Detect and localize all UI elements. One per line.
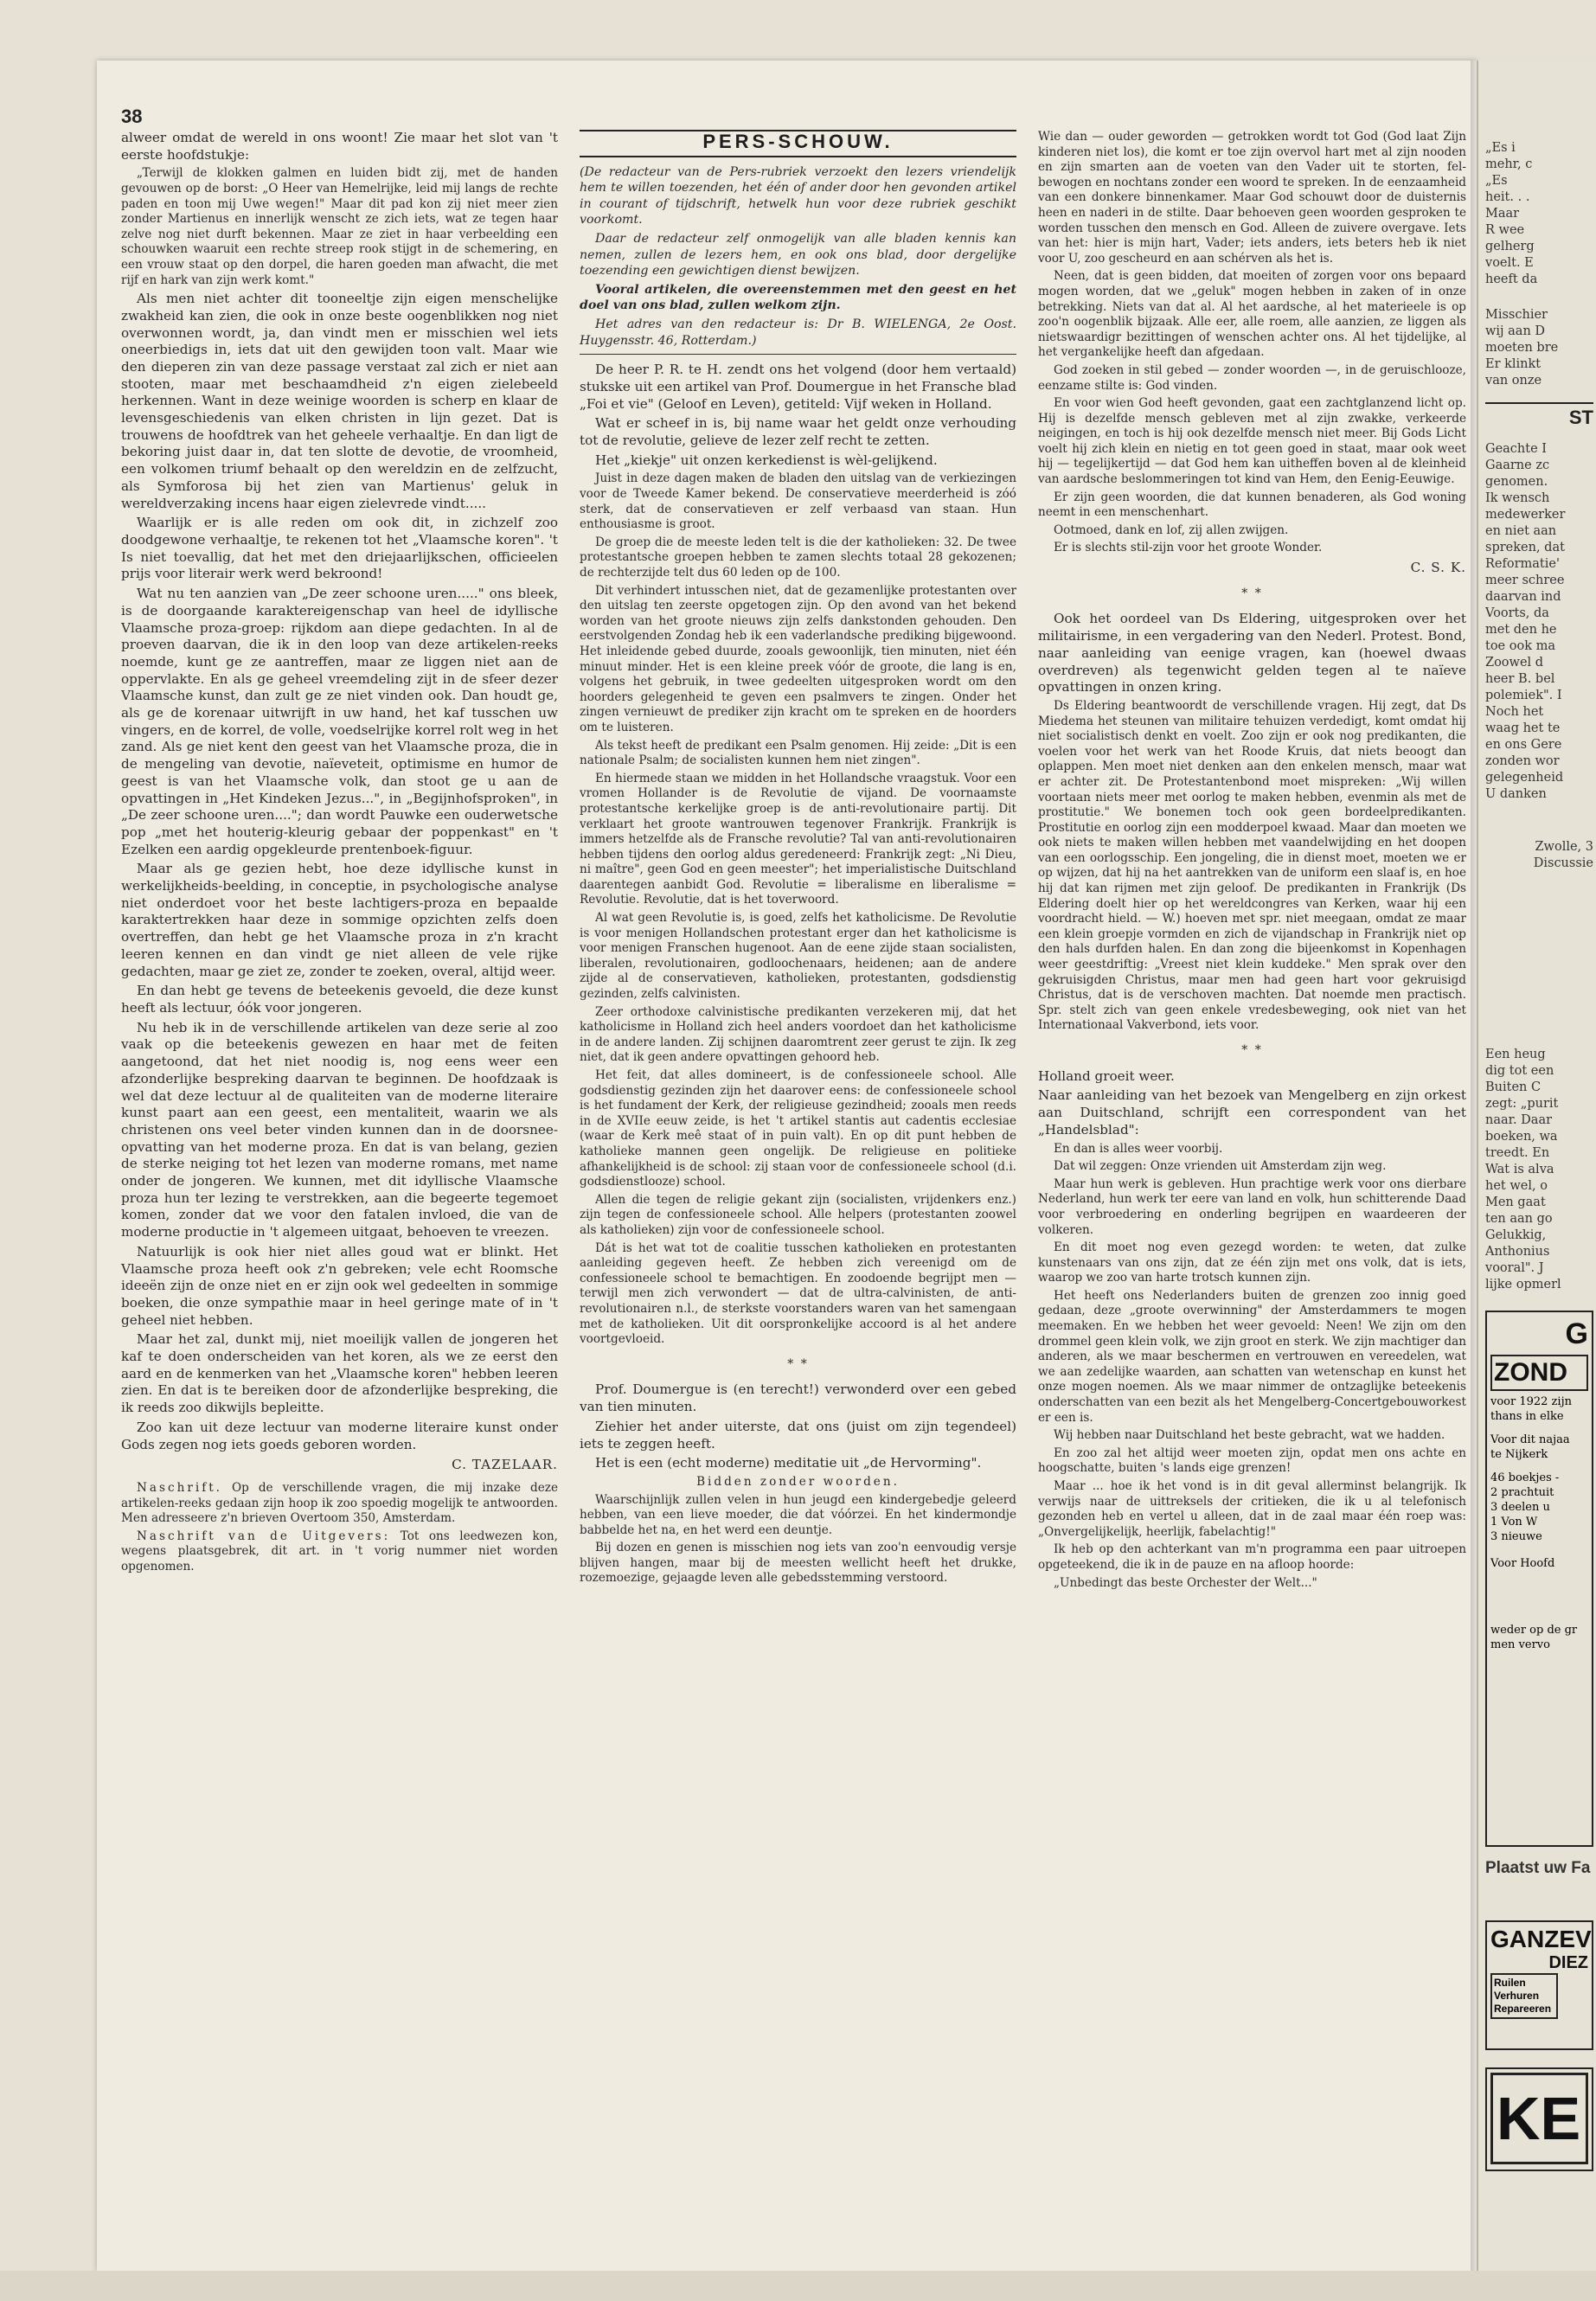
section-separator: * *: [787, 1356, 809, 1371]
quote-paragraph: En zoo zal het altijd weer moeten zijn, opdat men ons achte en hoogschatte, buiten 's lands eige grenzen!: [1038, 1445, 1466, 1476]
ad-line: 3 nieuwe: [1490, 1530, 1542, 1543]
quote-paragraph: En dit moet nog even gezegd worden: te weten, dat zulke kunstenaars van ons zijn, dat ze één zijn met ons volk, dat is iets, waarop we zoo van harte trotsch kunnen zijn.: [1038, 1240, 1466, 1285]
ad-line: voor 1922 zijn: [1490, 1395, 1572, 1408]
quote-paragraph: „Terwijl de klokken galmen en luiden bidt zij, met de handen gevouwen op de borst: „O Heer van Hemelrijke, leid mij langs de rechte paden en toon mij Uwe wegen!" Maar dit pad kon zij niet meer zien zonder Martienus en innerlijk wenscht ze zich iets, wat ze tegen haar zelve nog niet durft bekennen. Maar ze ziet in haar verbeelding een schouwken waaruit een rechte streep rook stijgt in de schemering, en een vrouw staat op den dorpel, die haren goeden man afwacht, die met rijf en hark van zijn werk komt.": [121, 166, 558, 287]
fragment-line: R wee: [1485, 223, 1525, 237]
publisher-note-label: Naschrift van de Uitgevers:: [137, 1529, 391, 1543]
section-title: PERS-SCHOUW.: [702, 131, 894, 152]
fragment-line: Wat is alva: [1485, 1163, 1554, 1176]
column-left: [121, 130, 558, 1578]
fragment-line: Voorts, da: [1485, 606, 1549, 620]
quote-paragraph: Het heeft ons Nederlanders buiten de grenzen zoo innig goed gedaan, deze „groote overwinning" der Amsterdammers te mogen meemaken. En we hebben het weer gevoeld: Neen! We zijn om den drommel geen klein volk, we zijn groot en sterk. We zijn machtiger dan anderen, als we maar beschermen en vertrouwen en vereedelen, wat we aan zedelijke waarden, aan schatten van wetenschap en kunst het onze mogen noemen. Als we maar nimmer de ontzaglijke beteekenis onderschatten van een bezit als het Mengelberg-Concertgebouworkest er een is.: [1038, 1288, 1466, 1425]
fragment-line: gelegenheid: [1485, 771, 1564, 785]
column-middle: [580, 130, 1016, 1589]
quote-paragraph: Neen, dat is geen bidden, dat moeiten of zorgen voor ons bepaard mogen worden, dat we „geluk" mogen hebben in zaken of in onze betrekking. Niets van dat al. Al het aardsche, al het materieele is op zoo'n oogenblik bijzaak. Alle eer, alle roem, alle aanzien, ze liggen als nietswaardigr bezittingen of wenschen achter ons. Al het tijdelijke, al het vergankelijke heeft dan afgedaan.: [1038, 269, 1466, 360]
paragraph: Prof. Doumergue is (en terecht!) verwonderd over een gebed van tien minuten.: [580, 1381, 1016, 1415]
fragment-line: polemiek". I: [1485, 689, 1562, 702]
quote-paragraph: Bij dozen en genen is misschien nog iets van zoo'n eenvoudig versje blijven hangen, maar bij de meesten wellicht heeft het drukke, rozemoezige, gejaagde leven alle gebedsstemming verstoord.: [580, 1541, 1016, 1586]
ad-subtitle: DIEZ: [1548, 1953, 1588, 1972]
fragment-line: Zwolle, 3: [1535, 840, 1593, 854]
fragment-line: waag het te: [1485, 721, 1561, 735]
paragraph: De heer P. R. te H. zendt ons het volgend (door hem vertaald) stukske uit een artikel van Prof. Doumergue in het Fransche blad „Foi et vie" (Geloof en Leven), getiteld: Vijf weken in Holland.: [580, 362, 1016, 412]
fragment-line: van onze: [1485, 374, 1542, 388]
quote-paragraph: Ootmoed, dank en lof, zij allen zwijgen.: [1054, 522, 1289, 537]
editor-note: Daar de redacteur zelf onmogelijk van alle bladen kennis kan nemen, zullen de lezers hem, en ook ons blad, door dergelijke toezending een gewichtigen dienst bewijzen.: [580, 232, 1016, 279]
postscript-text: Op de verschillende vragen, die mij inzake deze artikelen-reeks gedaan zijn hoop ik zoo spoedig mogelijk te antwoorden. Men adresseere z'n brieven Overtoom 350, Amsterdam.: [121, 1480, 558, 1526]
quote-paragraph: Wie dan — ouder geworden — getrokken wordt tot God (God laat Zijn kinderen niet los), die komt er toe zijn overvol hart met al zijn nooden en zijn smarten aan de voeten van den Vader uit te storten, fel-bewogen en nochtans zonder een woord te spreken. In de eenzaamheid van een donkere binnenkamer. Maar God schouwt door de duisternis heen en naderi in de stilte. Daar behoeven geen woorden gesproken te worden tusschen den mensch en God. Alleen de zuivere overgave. Iets van het: hier is mijn hart, Vader; iets anders, iets beters heb ik niet voor U, zoo gescheurd en aan schérven als het is.: [1038, 130, 1466, 266]
adjacent-page-edge: [1477, 61, 1596, 2271]
fragment-line: treedt. En: [1485, 1146, 1550, 1160]
quote-paragraph: Maar ... hoe ik het vond is in dit geval allerminst belangrijk. Ik verwijs naar de uittreksels der critieken, die ik u al telefonisch gezonden heb en vertel u alleen, dat in de zaal maar één roep was: „Onvergelijkelijk, heerlijk, fabelachtig!": [1038, 1479, 1466, 1539]
ad-line: 2 prachtuit: [1490, 1486, 1554, 1499]
fragment-line: lijke opmerl: [1485, 1278, 1561, 1292]
quote-paragraph: En dan is alles weer voorbij.: [1054, 1141, 1223, 1156]
fragment-line: genomen.: [1485, 475, 1548, 489]
section-header: [580, 130, 1016, 157]
ad-title: GANZEV: [1490, 1926, 1592, 1952]
quote-paragraph: Er is slechts stil-zijn voor het groote Wonder.: [1054, 541, 1323, 555]
fragment-line: het wel, o: [1485, 1179, 1548, 1193]
paragraph: Waarlijk er is alle reden om ook dit, in zichzelf zoo doodgewone verhaaltje, te rekenen tot het „Vlaamsche koren". 't Is niet toevallig, dat het met den driejaarlijkschen, officieelen prijs voor literair werk werd bekroond!: [121, 515, 558, 582]
page-bottom-edge: [0, 2271, 1596, 2301]
fragment-line: zegt: „purit: [1485, 1097, 1559, 1111]
ad-line: weder op de gr: [1490, 1624, 1578, 1637]
fragment-line: mehr, c: [1485, 157, 1533, 171]
fragment-line: wij aan D: [1485, 324, 1546, 338]
fragment-line: ten aan go: [1485, 1212, 1553, 1226]
ad-line: te Nijkerk: [1490, 1448, 1548, 1461]
quote-paragraph: Er zijn geen woorden, die dat kunnen benaderen, als God woning neemt in een menschenhart.: [1038, 490, 1466, 520]
editor-address: Het adres van den redacteur is: Dr B. WIELENGA, 2e Oost. Huygensstr. 46, Rotterdam.): [580, 317, 1016, 348]
fragment-line: spreken, dat: [1485, 541, 1565, 554]
fragment-line: Geachte I: [1485, 442, 1548, 456]
fragment-line: Men gaat: [1485, 1195, 1546, 1209]
quote-paragraph: De groep die de meeste leden telt is die der katholieken: 32. De twee protestantsche groepen hebben te zamen slechts totaal 28 gekozenen; de rechterzijde telt dus 60 leden op de 100.: [580, 535, 1016, 580]
fragment-line: daarvan ind: [1485, 590, 1561, 604]
advertisement: [1485, 2067, 1593, 2171]
fragment-line: U danken: [1485, 787, 1547, 801]
fragment-line: „Es: [1485, 174, 1508, 188]
fragment-line: Buiten C: [1485, 1080, 1542, 1094]
ad-line: Repareeren: [1494, 2003, 1552, 2015]
fragment-line: heit. . .: [1485, 190, 1530, 204]
editor-note: (De redacteur van de Pers-rubriek verzoekt den lezers vriendelijk hem te willen toezenden, het één of ander door hen gevonden artikel in courant of tijdschrift, hetwelk hun voor deze rubriek geschikt voorkomt.: [580, 164, 1016, 228]
editor-note-bold: Vooral artikelen, die overeenstemmen met den geest en het doel van ons blad, zullen welkom zijn.: [580, 282, 1016, 313]
ad-line: 3 deelen u: [1490, 1501, 1550, 1514]
fragment-line: naar. Daar: [1485, 1113, 1553, 1127]
fragment-line: moeten bre: [1485, 341, 1559, 355]
quote-signature: C. S. K.: [1410, 560, 1466, 576]
quote-paragraph: Het feit, dat alles domineert, is de confessioneele school. Alle godsdienstig gezinden zijn het daarover eens: de confessioneele school is het fundament der Kerk, der religieuse gezindheid; zooals men reeds in de XVIIe eeuw zeide, is het 't artikel stantis aut cadentis ecclesiae (waar de Kerk meê staat of in puin valt). En op dit punt hebben de katholieke mannen geen ongelijk. De religieuse en politieke afhankelijkheid is de school: zij staan voor de confessioneele school (d.i. godsdienstlooze) school.: [580, 1068, 1016, 1189]
section-separator: * *: [1241, 1043, 1263, 1058]
fragment-line: „Es i: [1485, 141, 1516, 155]
advertisement: [1485, 1920, 1593, 2050]
ad-title: ZOND: [1490, 1355, 1588, 1391]
quote-paragraph: En voor wien God heeft gevonden, gaat een zachtglanzend licht op. Hij is dezelfde mensch gebleven met al zijn zwakke, verkeerde neigingen, en toch is hij ook dezelfde mensch niet meer. Bij Gods Licht voelt hij zich klein en nietig en tot geen goed in staat, maar ook weet hij — tegelijkertijd — dat God hem kan uitheffen boven al de kleinheid van aardsche beslommeringen tot kind van Hem, den Eenig-Eeuwige.: [1038, 396, 1466, 487]
paragraph: Nu heb ik in de verschillende artikelen van deze serie al zoo vaak op die beteekenis gewezen en haar met de feiten aangetoond, dat het niet noodig is, nog eens weer een afzonderlijke bespreking daarvan te beginnen. De hoofdzaak is wel dat deze lectuur al de qualiteiten van de moderne literaire kunst paart aan een geest, een mentaliteit, waarin we als christenen ons veel beter vinden kunnen dan in de doorsnee-opvatting van het moderne proza. En dat is van belang, gezien de sterke neiging tot het lezen van moderne romans, met name onder de jongeren. We kunnen, met dit idyllische Vlaamsche proza hun ter lezing te verstrekken, aan die begeerte tegemoet komen, zonder dat we voor den fatalen invloed, die van de moderne productie in 't algemeen uitgaat, behoeven te vreezen.: [121, 1019, 558, 1240]
paragraph: Als men niet achter dit tooneeltje zijn eigen menschelijke zwakheid kan zien, die ook in onze beste oogenblikken nog niet overwonnen wordt, ja, dan vindt men er misschien wel iets oneerbiedigs in, iets dat uit den gewijden toon valt. Maar wie den dieperen zin van deze passage verstaat zal zich er niet aan stooten, maar met beschaamdheid z'n eigen zielebeeld herkennen. Want in deze weinige woorden is scherp en klaar de levensgeschiedenis van elken christen in lijn gezet. Dat is trouwens de hoofdtrek van het geheele verhaaltje. En dan ligt de bekoring juist daar in, dat ten slotte de devotie, de vroomheid, een volkomen triumf behaalt op den wereldzin en de zelfzucht, als Symforosa bij het zien van Martienus' geluk in wereldverzaking incens haar eigen zielevrede vindt.....: [121, 291, 558, 511]
ad-title: KE: [1490, 2073, 1588, 2164]
quote-paragraph: Zeer orthodoxe calvinistische predikanten verzekeren mij, dat het katholicisme in Holland zich heel anders voordoet dan het katholicisme in de andere landen. Zij schijnen daaromtrent zeer gerust te zijn. Ik zeg niet, dat ik geen andere opvattingen gehoord heb.: [580, 1004, 1016, 1065]
paragraph: Ziehier het ander uiterste, dat ons (juist om zijn tegendeel) iets te zeggen heeft.: [580, 1418, 1016, 1452]
fragment-line: heeft da: [1485, 272, 1538, 286]
author-signature: C. TAZELAAR.: [452, 1457, 558, 1473]
paragraph: Ook het oordeel van Ds Eldering, uitgesproken over het militairisme, in een vergadering van den Nederl. Protest. Bond, naar aanleiding van eenige vragen, kan (hoewel dwaas overdreven) als tegenwicht gelden tegen al te naïeve opvattingen in onzen kring.: [1038, 611, 1466, 695]
publisher-note-text: Tot ons leedwezen kon, wegens plaatsgebrek, dit art. in 't vorig nummer niet worden opgenomen.: [121, 1529, 558, 1574]
divider: [580, 354, 1016, 355]
quote-paragraph: God zoeken in stil gebed — zonder woorden —, in de geruischlooze, eenzame stilte is: God vinden.: [1038, 362, 1466, 393]
quote-paragraph: Juist in deze dagen maken de bladen den uitslag van de verkiezingen voor de Tweede Kamer bekend. De conservatieve meerderheid is zóó sterk, dat de conservatieven er zelf verbaasd van staan. Hun enthousiasme is groot.: [580, 471, 1016, 532]
fragment-line: medewerker: [1485, 508, 1566, 522]
quote-paragraph: Allen die tegen de religie gekant zijn (socialisten, vrijdenkers enz.) zijn tegen de confessioneele school. Alle helpers (protestanten zoowel als katholieken) zijn voor de confessioneele school.: [580, 1192, 1016, 1237]
fragment-line: Maar: [1485, 207, 1520, 221]
ad-line: thans in elke: [1490, 1410, 1564, 1423]
paragraph: Maar als ge gezien hebt, hoe deze idyllische kunst in werkelijkheids-beelding, in conceptie, in psychologische analyse niet onderdoet voor het beste lachtigers-proza en bepaalde karaktertrekken haar deze in sommige opzichten zelfs doen overtreffen, dan hebt ge het Vlaamsche proza in z'n kracht leeren kennen en dan vindt ge niet alleen de vele rijke gedachten, maar ge ziet ze, zonder te zoeken, overal, altijd weer.: [121, 861, 558, 979]
fragment-line: voelt. E: [1485, 256, 1534, 270]
fragment-line: Noch het: [1485, 705, 1544, 719]
ad-line: men vervo: [1490, 1638, 1550, 1651]
subheading: Bidden zonder woorden.: [696, 1474, 900, 1489]
fragment-line: meer schree: [1485, 574, 1565, 587]
ad-slogan: Plaatst uw Fa: [1485, 1860, 1591, 1876]
paragraph: En dan hebt ge tevens de beteekenis gevoeld, die deze kunst heeft als lectuur, óók voor jongeren.: [121, 983, 558, 1016]
fragment-line: zonden wor: [1485, 754, 1560, 768]
fragment-line: vooral". J: [1485, 1261, 1544, 1275]
fragment-line: toe ook ma: [1485, 639, 1555, 653]
quote-paragraph: Waarschijnlijk zullen velen in hun jeugd een kindergebedje geleerd hebben, van een lieve moeder, die dat vóórzei. En het kindermondje babbelde het na, en het werd een deuntje.: [580, 1492, 1016, 1537]
quote-paragraph: Dat wil zeggen: Onze vrienden uit Amsterdam zijn weg.: [1054, 1159, 1387, 1174]
quote-paragraph: Dit verhindert intusschen niet, dat de gezamenlijke protestanten over den uitslag ten zeerste opgetogen zijn. Op den avond van het bekend worden van het groote nieuws zijn zelfs dankstonden gehouden. Den eerstvolgenden Zondag heb ik een vaderlandsche prediking bijgewoond. Het inleidende gebed duurde, zooals gewoonlijk, tien minuten, niet één minuut minder. Het is een kleine preek vóór de groote, die lang is en, volgens het gebruik, in twee gedeelten uitgesproken wordt om den hoorders gelegenheid te geven een psalmvers te zingen. Onder het zingen vernieuwt de prediker zijn kracht om te spreken en de hoorders om te luisteren.: [580, 583, 1016, 734]
fragment-line: Misschier: [1485, 308, 1548, 322]
quote-paragraph: Als tekst heeft de predikant een Psalm genomen. Hij zeide: „Dit is een nationale Psalm; de socialisten kunnen hem niet zingen".: [580, 738, 1016, 768]
paragraph: Naar aanleiding van het bezoek van Mengelberg en zijn orkest aan Duitschland, schrijft een correspondent van het „Handelsblad":: [1038, 1087, 1466, 1138]
advertisement: [1485, 1311, 1593, 1847]
fragment-line: Reformatie': [1485, 557, 1560, 571]
ad-heading: G: [1565, 1317, 1588, 1350]
column-right: [1038, 130, 1466, 1593]
section-separator: * *: [1241, 586, 1263, 600]
paragraph: Maar het zal, dunkt mij, niet moeilijk vallen de jongeren het kaf te doen onderscheiden van het koren, als we ze eerst den aard en de kenmerken van het „Vlaamsche koren" hebben leeren zien. En dat is te bereiken door de afzonderlijke bespreking, die ik reeds zoo dikwijls bepleitte.: [121, 1331, 558, 1416]
fragment-heading: ST: [1568, 407, 1593, 428]
fragment-line: Anthonius: [1485, 1245, 1550, 1259]
paragraph: Zoo kan uit deze lectuur van moderne literaire kunst onder Gods zegen nog iets goeds geboren worden.: [121, 1419, 558, 1452]
paragraph: alweer omdat de wereld in ons woont! Zie maar het slot van 't eerste hoofdstukje:: [121, 130, 558, 163]
ad-line: Ruilen: [1494, 1977, 1526, 1989]
quote-paragraph: „Unbedingt das beste Orchester der Welt...": [1054, 1575, 1317, 1590]
quote-paragraph: Ik heb op den achterkant van m'n programma een paar uitroepen opgeteekend, die ik in de pauze en na afloop hoorde:: [1038, 1542, 1466, 1572]
fragment-line: heer B. bel: [1485, 672, 1555, 686]
fragment-line: en niet aan: [1485, 524, 1557, 538]
quote-paragraph: En hiermede staan we midden in het Hollandsche vraagstuk. Voor een vromen Hollander is de Revolutie de vijand. De voornaamste protestantsche kerkelijke groep is de anti-revolutionaire partij. Dit verklaart het groote wantrouwen tegenover Frankrijk. Frankrijk is immers hetzelfde als de Fransche revolutie? Tal van anti-revolutionairen hebben tijdens den oorlog aldus geredeneerd: Frankrijk zegt: „Ni Dieu, ni maître", geen God en geen meester"; het imperialistische Duitschland daarentegen aanbidt God. Revolutie = liberalisme en liberalisme = Revolutie. Revolutie, dat is het toverwoord.: [580, 771, 1016, 907]
quote-paragraph: Ds Eldering beantwoordt de verschillende vragen. Hij zegt, dat Ds Miedema het steunen van militaire tehuizen verdedigt, komt omdat hij niet socialistisch denkt en voelt. Zoo zijn er ook nog predikanten, die voelen voor het werk van het Roode Kruis, dat niets beoogt dan oplappen. Men moet niet denken aan den enkelen mensch, maar wat er achter zit. De Protestantenbond moet mispreken: „Wij willen voortaan niets meer met oorlog te maken hebben, evenmin als met de prostitutie." We bonemen toch ook geen bordeelpredikanten. Prostitutie en oorlog zijn een modderpoel kwaad. Maar dan moeten we ook niets te maken willen hebben met vaandelwijding en het doopen van een oorlogsschip. Een jongeling, die in dienst moet, moeten we er op wijzen, dat hij na het aantrekken van de uniform een slaaf is, en hoe hij dat kan rijmen met zijn geloof. De predikanten in Frankrijk (Ds Eldering doelt hier op het wereldcongres van Kerken, waar hij een voordracht hield. — W.) hoeven met spr. niet meegaan, omdat ze maar een klein groepje vormden en zich de vijandschap in Frankrijk niet op den hals durfden halen. En dan zong die bijeenkomst in Kopenhagen weer geestdriftig: „Vreest niet klein kuddeke." Men sprak over den gekruisigden Christus, maar men had geen hart voor gekruisigd Christus, dat is de verschoven machten. Dat noemde men practisch. Spr. stelt zich van geen enkele vredesbeweging, ook niet van het Internationaal Vakverbond, iets voor.: [1038, 698, 1466, 1033]
quote-paragraph: Maar hun werk is gebleven. Hun prachtige werk voor ons dierbare Nederland, hun werk ter eere van land en volk, hun schitterende Daad voor verbroedering en onderling begrijpen en waardeeren der volkeren.: [1038, 1176, 1466, 1237]
paragraph: Wat er scheef in is, bij name waar het geldt onze verhouding tot de revolutie, gelieve de lezer zelf recht te zetten.: [580, 415, 1016, 449]
fragment-line: met den he: [1485, 623, 1557, 637]
paragraph: Holland groeit weer.: [1038, 1067, 1175, 1084]
paragraph: Het is een (echt moderne) meditatie uit „de Hervorming".: [595, 1455, 982, 1471]
quote-paragraph: Al wat geen Revolutie is, is goed, zelfs het katholicisme. De Revolutie is voor menigen Hollandschen protestant erger dan het katholicisme is voor menigen Franschen hugenoot. Aan de eene zijde staan socialisten, liberalen, revolutionairen, godloochenaars, heidenen; aan de andere zijde al de conservatieven, katholieken, protestanten, godsdienstig gezinden, zelfs calvinisten.: [580, 911, 1016, 1002]
fragment-line: Discussie: [1533, 856, 1593, 870]
fragment-line: en ons Gere: [1485, 738, 1562, 752]
ad-line: 46 boekjes -: [1490, 1471, 1560, 1484]
quote-paragraph: Dát is het wat tot de coalitie tusschen katholieken en protestanten aanleiding gegeven heeft. Ze hebben zich vereenigd om de confessioneele school te bemachtigen. En zoodoende begrijpt men — terwijl men zich verwondert — dat de ultra-calvinisten, de anti-revolutionairen n.l., de sterkste voorstanders waren van het samengaan met de katholieken. Uit dit oorspronkelijke accoord is al het andere voortgevloeid.: [580, 1240, 1016, 1347]
fragment-line: boeken, wa: [1485, 1130, 1558, 1144]
fragment-line: dig tot een: [1485, 1064, 1554, 1078]
fragment-line: Zoowel d: [1485, 656, 1544, 670]
quote-paragraph: Wij hebben naar Duitschland het beste gebracht, wat we hadden.: [1054, 1428, 1445, 1443]
fragment-line: Ik wensch: [1485, 491, 1550, 505]
fragment-line: Er klinkt: [1485, 357, 1542, 371]
fragment-line: Een heug: [1485, 1048, 1546, 1061]
paragraph: Het „kiekje" uit onzen kerkedienst is wèl-gelijkend.: [595, 452, 938, 468]
ad-line: Verhuren: [1494, 1990, 1540, 2002]
paragraph: Wat nu ten aanzien van „De zeer schoone uren....." ons bleek, is de doorgaande karaktereigenschap van heel de idyllische Vlaamsche proza-groep: rijkdom aan diepe gedachten. In al de proeven daarvan, die ik in den loop van deze artikelen-reeks noemde, kunt ge ze aantreffen, maar ze liggen niet aan de oppervlakte. En als ge geheel vreemdeling zijt in de sfeer dezer Vlaamsche kunst, dan zult ge ze niet vinden ook. Dan houdt ge, als ge de korenaar uitwrijft in uw hand, het kaf tusschen uw vingers, en de korrel, de volle, voedselrijke korrel rolt weg in het zand. Als ge niet kent den geest van het Vlaamsche proza, die in de mengeling van devotie, naïeveteit, optimisme en humor de geest is van het Vlaamsche volk, dan stoot ge u aan de opvattingen in „Het Kindeken Jezus...", in „Begijnhofsproken", in „De zeer schoone uren...."; dan wordt Pauwke een ouderwetsche pop „met het houterig-kleurig gebaar der poppenkast" en 't Ezelken een aardig opgekleurde prentenboek-figuur.: [121, 586, 558, 857]
page-number: 38: [121, 106, 143, 127]
postscript-label: Naschrift.: [137, 1480, 223, 1495]
fragment-line: gelherg: [1485, 240, 1535, 253]
fragment-line: Gelukkig,: [1485, 1228, 1547, 1242]
fragment-line: Gaarne zc: [1485, 458, 1550, 472]
ad-line: Voor dit najaa: [1490, 1433, 1570, 1446]
paragraph: Natuurlijk is ook hier niet alles goud wat er blinkt. Het Vlaamsche proza heeft ook z'n gebreken; vele echt Roomsche ideeën zijn de onze niet en er zijn ook wel gedeelten in sommige boeken, die onze sympathie maar in heel geringe mate of in 't geheel niet hebben.: [121, 1243, 558, 1328]
ad-line: 1 Von W: [1490, 1516, 1538, 1529]
ad-line: Voor Hoofd: [1490, 1557, 1555, 1570]
